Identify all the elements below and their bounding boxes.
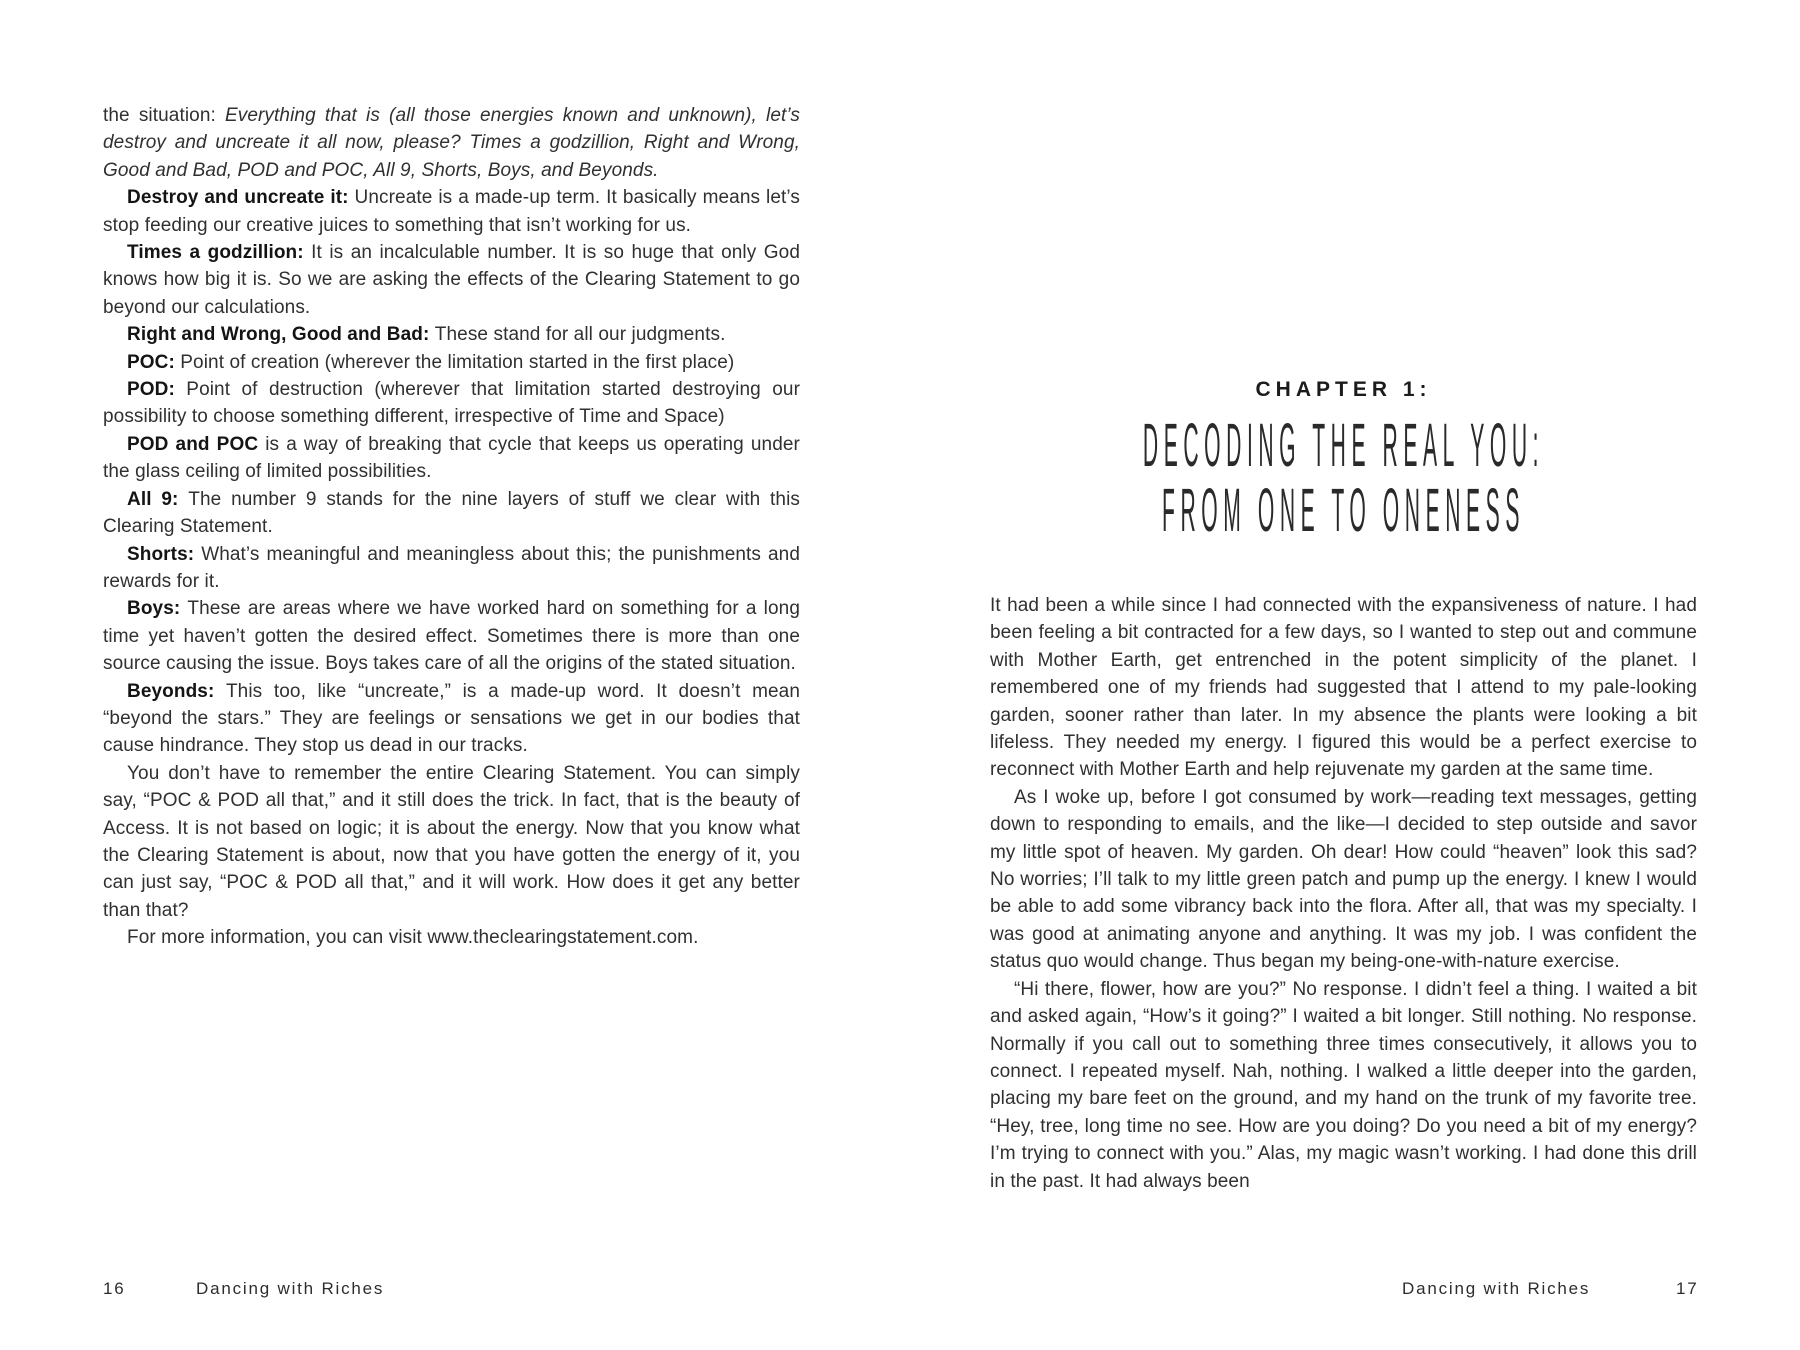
paragraph — [103, 349, 800, 376]
text-run: POD and POC — [127, 433, 266, 455]
paragraph — [103, 376, 800, 431]
paragraph — [103, 541, 800, 596]
text-run: is a way of breaking that cycle that keeps us operating under the glass ceiling of limited possibilities. — [103, 433, 800, 483]
paragraph — [103, 239, 800, 321]
text-run: POC: — [127, 351, 181, 373]
text-run: All 9: — [127, 488, 189, 510]
chapter-title-line-2: FROM ONE TO ONENESS — [1162, 477, 1525, 546]
chapter-title — [1124, 414, 1562, 544]
paragraph — [103, 760, 800, 924]
text-run: Shorts: — [127, 543, 202, 565]
text-run: Boys: — [127, 598, 188, 620]
paragraph — [103, 184, 800, 239]
paragraph — [103, 924, 800, 951]
text-run: Uncreate is a made-up term. It basically means let’s stop feeding our creative juices to something that isn’t working for us. — [103, 187, 800, 236]
text-run: Times a godzillion: — [127, 242, 312, 264]
text-run: Everything that is (all those energies known and unknown), let’s destroy and uncreate it all now, please? Times a godzillion, Right and Wrong, Good and Bad, POD and POC, All 9, Shorts, Boys, and Beyonds. — [103, 105, 800, 181]
paragraph — [990, 784, 1697, 976]
text-run: You don’t have to remember the entire Clearing Statement. You can simply say, “POC & POD all that,” and it still does the trick. In fact, that is the beauty of Access. It is not based on logic; it is about the energy. Now that you know what the Clearing Statement is about, now that you have gotten the energy of it, you can just say, “POC & POD all that,” and it will work. How does it get any better than that? — [103, 762, 800, 921]
left-running-title: Dancing with Riches — [196, 1279, 385, 1298]
text-run: Destroy and uncreate it: — [127, 187, 355, 209]
right-page-body-text — [990, 592, 1697, 1195]
left-page-body-text — [103, 102, 800, 952]
chapter-label: CHAPTER 1: — [1255, 378, 1432, 401]
paragraph — [103, 486, 800, 541]
text-run: Beyonds: — [127, 680, 226, 702]
text-run: Right and Wrong, Good and Bad: — [127, 324, 435, 346]
paragraph — [990, 976, 1697, 1195]
text-run: These stand for all our judgments. — [434, 324, 726, 346]
paragraph — [103, 678, 800, 760]
chapter-heading — [990, 378, 1697, 546]
text-run: The number 9 stands for the nine layers of stuff we clear with this Clearing Statement. — [103, 488, 800, 538]
right-page-number: 17 — [1676, 1279, 1699, 1298]
text-run: POD: — [127, 379, 187, 401]
chapter-title-line-1: DECODING THE REAL YOU: — [1142, 412, 1545, 481]
paragraph — [103, 102, 800, 184]
paragraph — [103, 431, 800, 486]
text-run: Point of destruction (wherever that limitation started destroying our possibility to choose something different, irrespective of Time and Space) — [103, 379, 800, 428]
paragraph — [103, 321, 800, 348]
text-run: It is an incalculable number. It is so huge that only God knows how big it is. So we are asking the effects of the Clearing Statement to go beyond our calculations. — [103, 242, 800, 318]
right-running-title: Dancing with Riches — [1402, 1279, 1591, 1298]
paragraph — [103, 595, 800, 677]
text-run: This too, like “uncreate,” is a made-up word. It doesn’t mean “beyond the stars.” They are feelings or sensations we get in our bodies that cause hindrance. They stop us dead in our tracks. — [103, 680, 801, 757]
text-run: “Hi there, flower, how are you?” No response. I didn’t feel a thing. I waited a bit and asked again, “How’s it going?” I waited a bit longer. Still nothing. No response. Normally if you call out to something three times consecutively, it allows you to connect. I repeated myself. Nah, nothing. I walked a little deeper into the garden, placing my bare feet on the ground, and my hand on the trunk of my favorite tree. “Hey, tree, long time no see. How are you doing? Do you need a bit of my energy? I’m trying to connect with you.” Alas, my magic wasn’t working. I had done this drill in the past. It had always been — [990, 978, 1697, 1192]
text-run: What’s meaningful and meaningless about this; the punishments and rewards for it. — [103, 543, 800, 592]
text-run: As I woke up, before I got consumed by work—reading text messages, getting down to responding to emails, and the like—I decided to step outside and savor my little spot of heaven. My garden. Oh dear! How could “heaven” look this sad? No worries; I’ll talk to my little green patch and pump up the energy. I knew I would be able to add some vibrancy back into the flora. After all, that was my specialty. I was good at animating anyone and anything. It was my job. I was confident the status quo would change. Thus began my being-one-with-nature exercise. — [990, 786, 1697, 973]
text-run: For more information, you can visit www.theclearingstatement.com. — [127, 927, 699, 949]
text-run: Point of creation (wherever the limitation started in the first place) — [180, 351, 735, 373]
paragraph — [990, 592, 1697, 784]
left-page-number: 16 — [103, 1279, 126, 1298]
text-run: These are areas where we have worked hard on something for a long time yet haven’t gotten the desired effect. Sometimes there is more than one source causing the issue. Boys takes care of all the origins of the stated situation. — [103, 598, 800, 675]
text-run: It had been a while since I had connected with the expansiveness of nature. I had been feeling a bit contracted for a few days, so I wanted to step out and commune with Mother Earth, get entrenched in the potent simplicity of the planet. I remembered one of my friends had suggested that I attend to my pale-looking garden, sooner rather than later. In my absence the plants were looking a bit lifeless. They needed my energy. I figured this would be a perfect exercise to reconnect with Mother Earth and help rejuvenate my garden at the same time. — [990, 595, 1697, 781]
text-run: the situation: — [103, 105, 225, 126]
